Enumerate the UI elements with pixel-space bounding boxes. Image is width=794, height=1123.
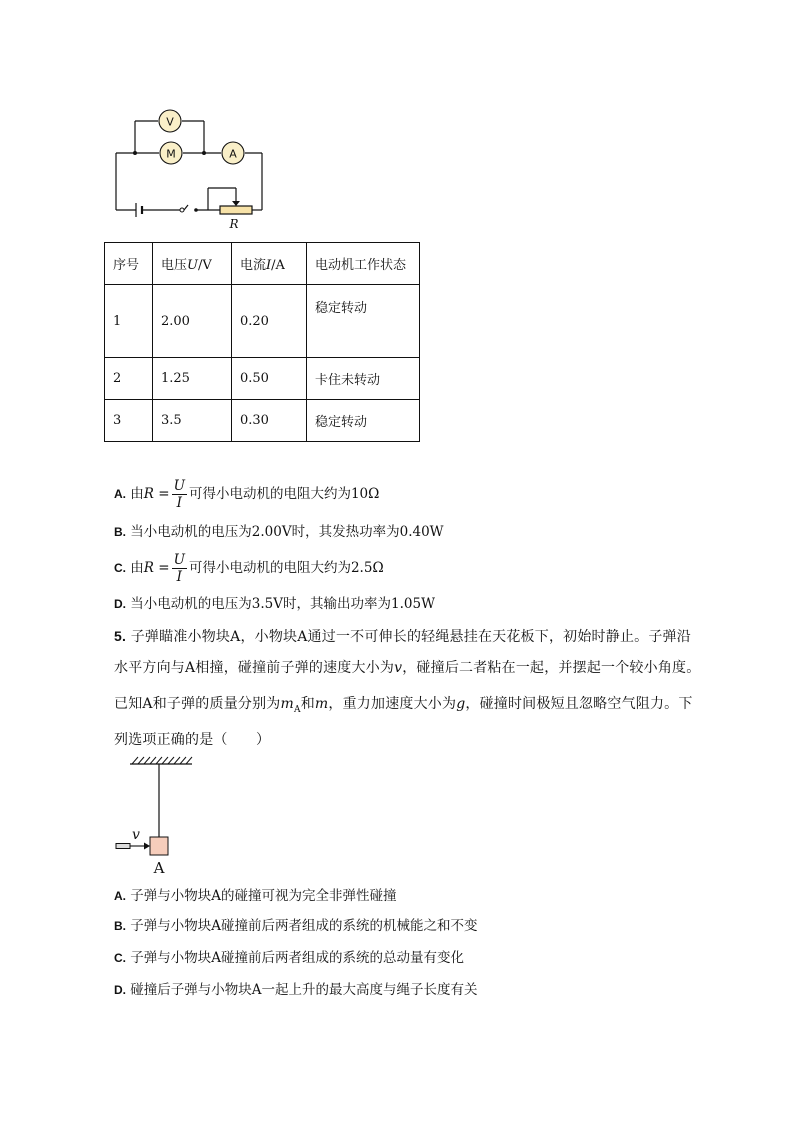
circuit-diagram [100, 100, 280, 235]
header-index: 序号 [105, 243, 153, 285]
fraction-u-over-i: $\frac{U}{I}$ [173, 552, 185, 585]
cell-voltage: 1.25 [153, 358, 232, 400]
cell-current: 0.50 [232, 358, 307, 400]
cell-voltage: 3.5 [153, 400, 232, 442]
q4-option-d: D. 当小电动机的电压为3.5V时，其输出功率为1.05W [114, 596, 435, 612]
voltmeter-label: V [166, 115, 174, 129]
fraction-u-over-i: $\frac{U}{I}$ [173, 478, 185, 511]
pendulum-figure [110, 756, 200, 878]
cell-state: 稳定转动 [307, 400, 420, 442]
q5-stem-line-1: 5. 子弹瞄准小物块A，小物块A通过一不可伸长的轻绳悬挂在天花板下，初始时静止。子弹沿 [114, 628, 691, 645]
cell-index: 3 [105, 400, 153, 442]
q5-option-d: D. 碰撞后子弹与小物块A一起上升的最大高度与绳子长度有关 [114, 982, 478, 998]
cell-current: 0.30 [232, 400, 307, 442]
cell-state: 卡住未转动 [307, 358, 420, 400]
cell-current: 0.20 [232, 285, 307, 358]
bullet [116, 844, 130, 849]
block-label: A [153, 859, 165, 877]
table-row [105, 285, 420, 358]
block-a [150, 837, 168, 855]
resistor-label: R [229, 217, 239, 231]
q5-stem-line-4: 列选项正确的是（ ） [114, 732, 271, 748]
cell-voltage: 2.00 [153, 285, 232, 358]
header-voltage: 电压U/V [153, 243, 232, 285]
q4-option-b: B. 当小电动机的电压为2.00V时，其发热功率为0.40W [114, 524, 444, 540]
measurement-table [104, 242, 420, 442]
q5-option-b: B. 子弹与小物块A碰撞前后两者组成的系统的机械能之和不变 [114, 918, 478, 934]
ammeter-label: A [229, 147, 237, 161]
cell-index: 2 [105, 358, 153, 400]
velocity-label: v [132, 827, 140, 843]
cell-state: 稳定转动 [307, 285, 420, 358]
table-row [105, 358, 420, 400]
table-header-row [105, 243, 420, 285]
motor-label: M [166, 147, 176, 161]
q4-option-a: A. 由R = $\frac{U}{I}$ 可得小电动机的电阻大约为10Ω [114, 478, 380, 511]
header-state: 电动机工作状态 [307, 243, 420, 285]
cell-index: 1 [105, 285, 153, 358]
q5-stem-line-2: 水平方向与A相撞，碰撞前子弹的速度大小为v，碰撞后二者粘在一起，并摆起一个较小角度。 [114, 660, 701, 676]
q5-option-a: A. 子弹与小物块A的碰撞可视为完全非弹性碰撞 [114, 888, 397, 904]
table-row [105, 400, 420, 442]
q4-option-c: C. 由R = $\frac{U}{I}$ 可得小电动机的电阻大约为2.5Ω [114, 552, 384, 585]
q5-stem-line-3: 已知A和子弹的质量分别为$m_A$和m，重力加速度大小为g，碰撞时间极短且忽略空气阻力。下 [114, 696, 693, 715]
header-current: 电流I/A [232, 243, 307, 285]
q5-option-c: C. 子弹与小物块A碰撞前后两者组成的系统的总动量有变化 [114, 950, 465, 966]
